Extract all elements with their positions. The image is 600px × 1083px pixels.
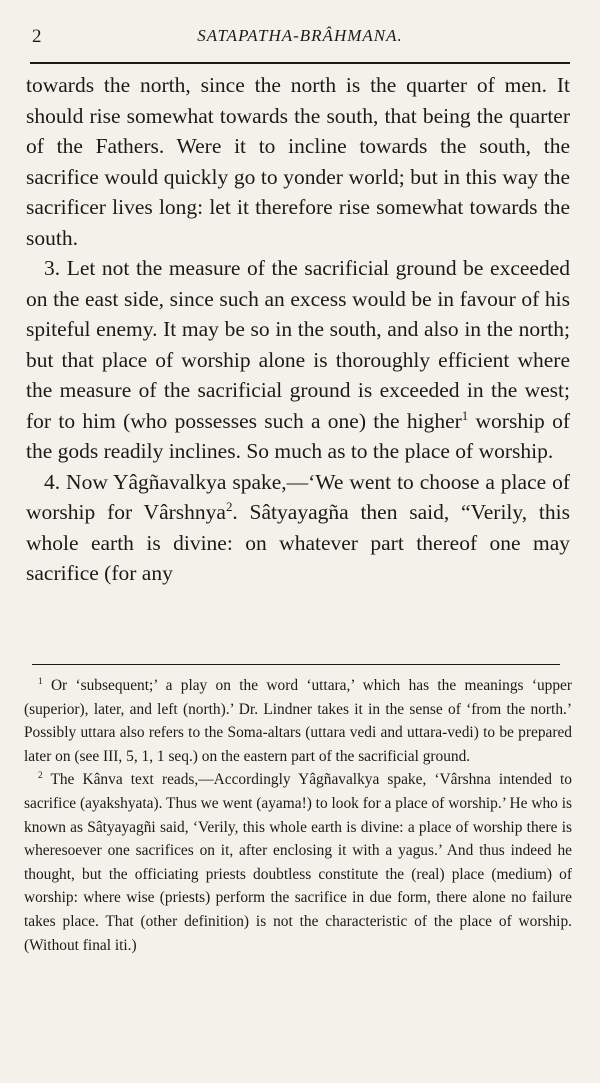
footnote-ref-2: 2 <box>225 499 233 514</box>
footnote-rule <box>32 664 560 665</box>
footnote-2-text: The Kânva text reads,—Accordingly Yâgñavalkya spake, ‘Vârshna intended to sacrifice (ayakshyata). Thus we went (ayama!) to look for a place of worship.’ He who is known as Sâtyayagñi said, ‘Verily, this whole earth is divine: a place of worship there is wheresoever one sacrifices on it, after enclosing it with a yagus.’ And thus indeed he thought, but the officiating priests doubtless constitute the (real) place (medium) of worship: where wise (priests) perform the sacrifice in due form, there alone no failure takes place. That (other definition) is not the characteristic of the place of worship. (Without final iti.) <box>24 771 572 954</box>
paragraph-4-text: 4. Now Yâgñavalkya spake,—‘We went to choose a place of worship for Vârshnya <box>26 469 570 524</box>
paragraph-4-tail: . Sâtyayagña then said, “Verily, this whole earth is divine: on whatever part thereof one may sacrifice (for any <box>26 500 570 585</box>
page-number: 2 <box>32 26 42 47</box>
paragraph-3 <box>26 253 570 467</box>
footnote-1 <box>24 674 572 768</box>
footnote-1-mark: 1 <box>38 675 43 686</box>
footnotes <box>24 674 572 957</box>
running-title: SATAPATHA-BRÂHMANA. <box>197 26 403 45</box>
paragraph-3-text: 3. Let not the measure of the sacrificial ground be exceeded on the east side, since such an excess would be in favour of his spiteful enemy. It may be so in the south, and also in the north; but that place of worship alone is thoroughly efficient where the measure of the sacrificial ground is exceeded in the west; for to him (who possesses such a one) the higher <box>26 256 570 433</box>
paragraph-3-tail: worship of the gods readily inclines. So much as to the place of worship. <box>26 408 570 463</box>
footnote-ref-1: 1 <box>461 408 469 423</box>
paragraph-continued: towards the north, since the north is the quarter of men. It should rise somewhat towards the south, that being the quarter of the Fathers. Were it to incline towards the south, the sacrifice would quickly go to yonder world; but in this way the sacrificer lives long: let it therefore rise somewhat towards the south. <box>26 73 570 250</box>
footnote-2-mark: 2 <box>38 770 43 781</box>
page-header <box>30 22 570 52</box>
footnote-2 <box>24 768 572 957</box>
footnote-1-text: Or ‘subsequent;’ a play on the word ‘uttara,’ which has the meanings ‘upper (superior), later, and left (north).’ Dr. Lindner takes it in the sense of ‘from the north.’ Possibly uttara also refers to the Soma-altars (uttara vedi and uttara-vedi) to be prepared later on (see III, 5, 1, 1 seq.) on the eastern part of the sacrificial ground. <box>24 677 572 765</box>
header-rule <box>30 62 570 64</box>
main-text <box>26 70 570 589</box>
paragraph-4 <box>26 467 570 589</box>
